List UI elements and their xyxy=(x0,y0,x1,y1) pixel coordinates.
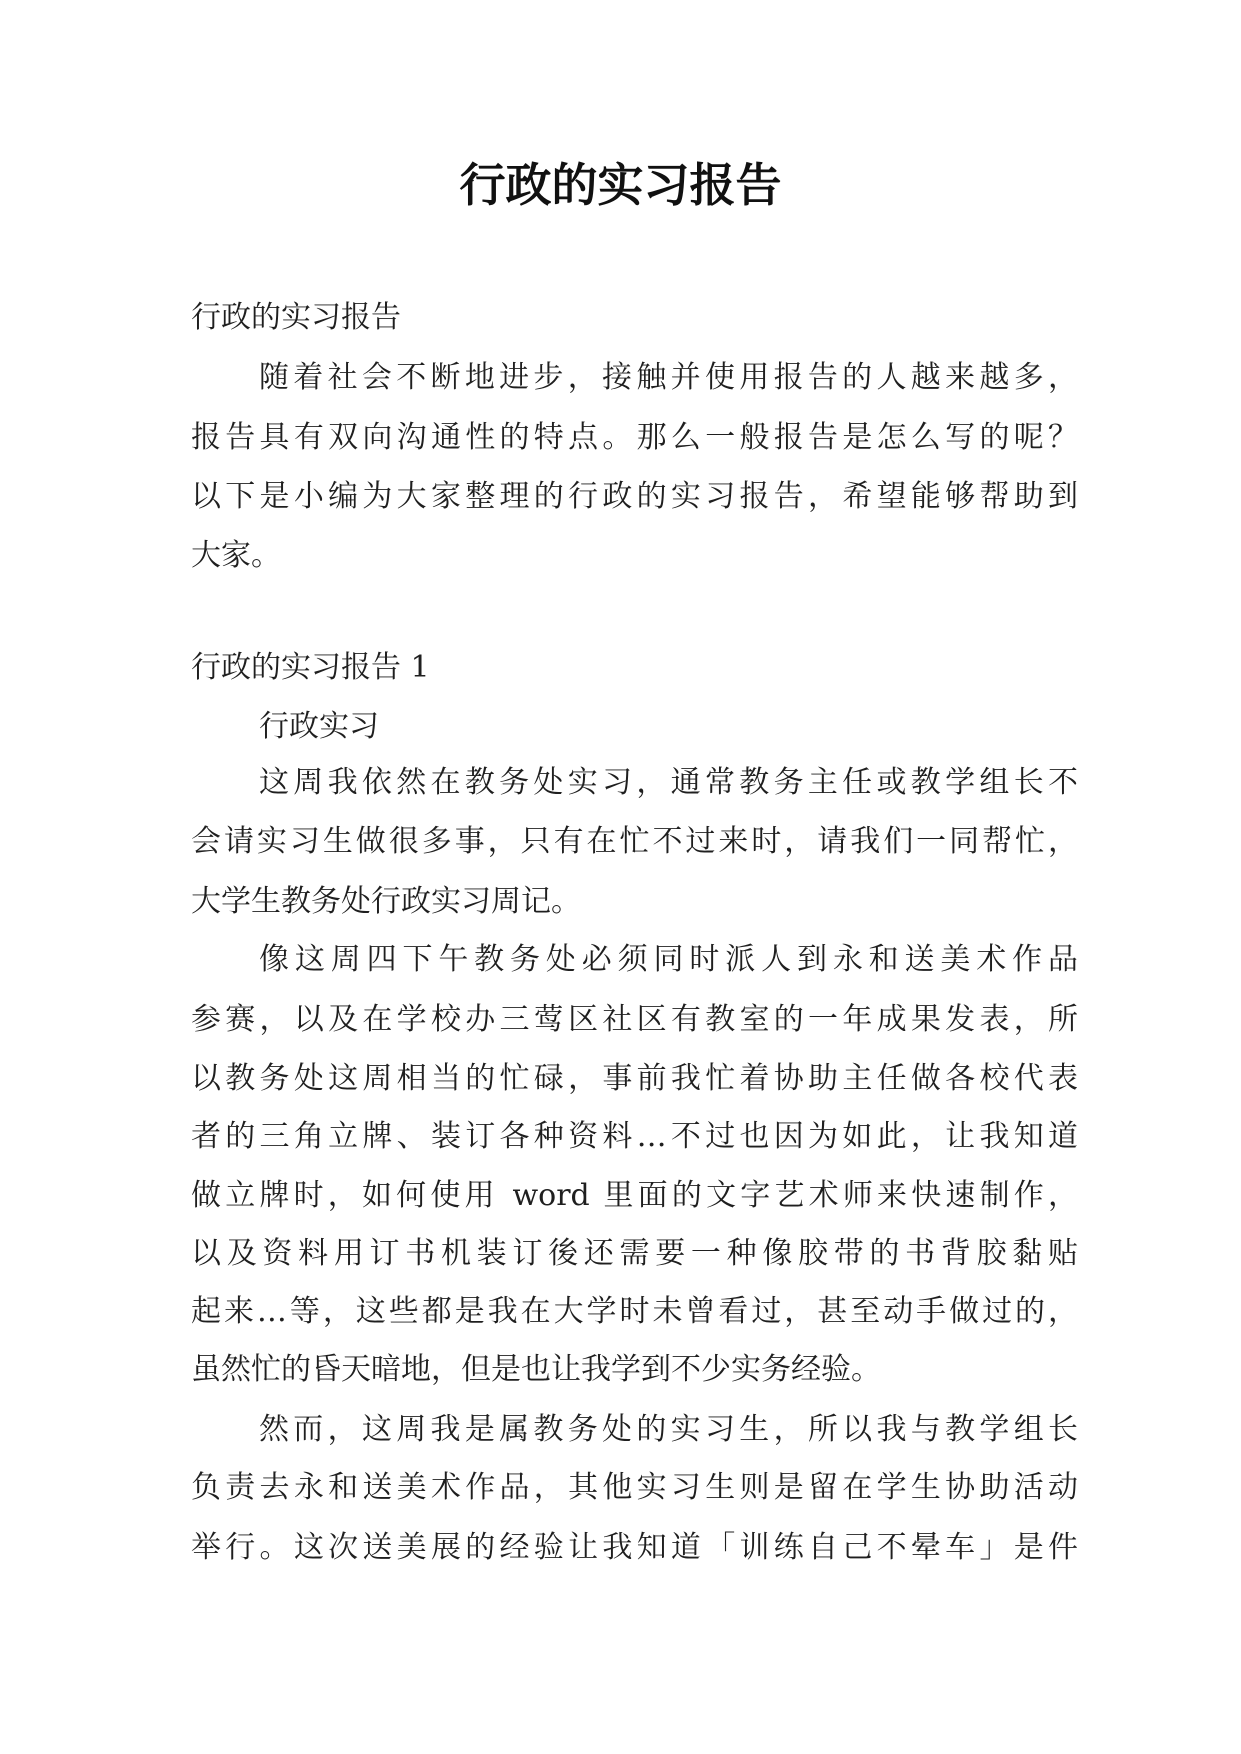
body-line: 这周我依然在教务处实习，通常教务主任或教学组长不 xyxy=(259,765,1078,800)
body-line: 做立牌时，如何使用 word 里面的文字艺术师来快速制作， xyxy=(191,1178,1078,1213)
body-line: 负责去永和送美术作品，其他实习生则是留在学生协助活动 xyxy=(191,1470,1078,1505)
body-line: 起来…等，这些都是我在大学时未曾看过，甚至动手做过的， xyxy=(191,1294,1078,1329)
body-line: 参赛，以及在学校办三莺区社区有教室的一年成果发表，所 xyxy=(191,1002,1078,1037)
document-title: 行政的实习报告 xyxy=(459,158,782,212)
section-heading: 行政的实习报告 1 xyxy=(191,650,430,685)
body-line: 像这周四下午教务处必须同时派人到永和送美术作品 xyxy=(259,942,1078,977)
body-line: 虽然忙的昏天暗地，但是也让我学到不少实务经验。 xyxy=(191,1352,881,1387)
body-line: 举行。这次送美展的经验让我知道「训练自己不晕车」是件 xyxy=(191,1530,1078,1565)
section-subheading: 行政实习 xyxy=(259,709,379,744)
intro-line: 随着社会不断地进步，接触并使用报告的人越来越多， xyxy=(259,360,1078,395)
body-line: 以及资料用订书机装订後还需要一种像胶带的书背胶黏贴 xyxy=(191,1236,1078,1271)
body-line: 大学生教务处行政实习周记。 xyxy=(191,884,581,919)
body-line: 者的三角立牌、装订各种资料…不过也因为如此，让我知道 xyxy=(191,1119,1078,1154)
intro-line: 报告具有双向沟通性的特点。那么一般报告是怎么写的呢？ xyxy=(191,420,1078,455)
body-line: 然而，这周我是属教务处的实习生，所以我与教学组长 xyxy=(259,1412,1078,1447)
intro-line: 大家。 xyxy=(191,538,281,573)
body-line: 会请实习生做很多事，只有在忙不过来时，请我们一同帮忙， xyxy=(191,824,1078,859)
intro-line: 以下是小编为大家整理的行政的实习报告，希望能够帮助到 xyxy=(191,479,1078,514)
intro-heading: 行政的实习报告 xyxy=(191,300,401,335)
body-line: 以教务处这周相当的忙碌，事前我忙着协助主任做各校代表 xyxy=(191,1061,1078,1096)
